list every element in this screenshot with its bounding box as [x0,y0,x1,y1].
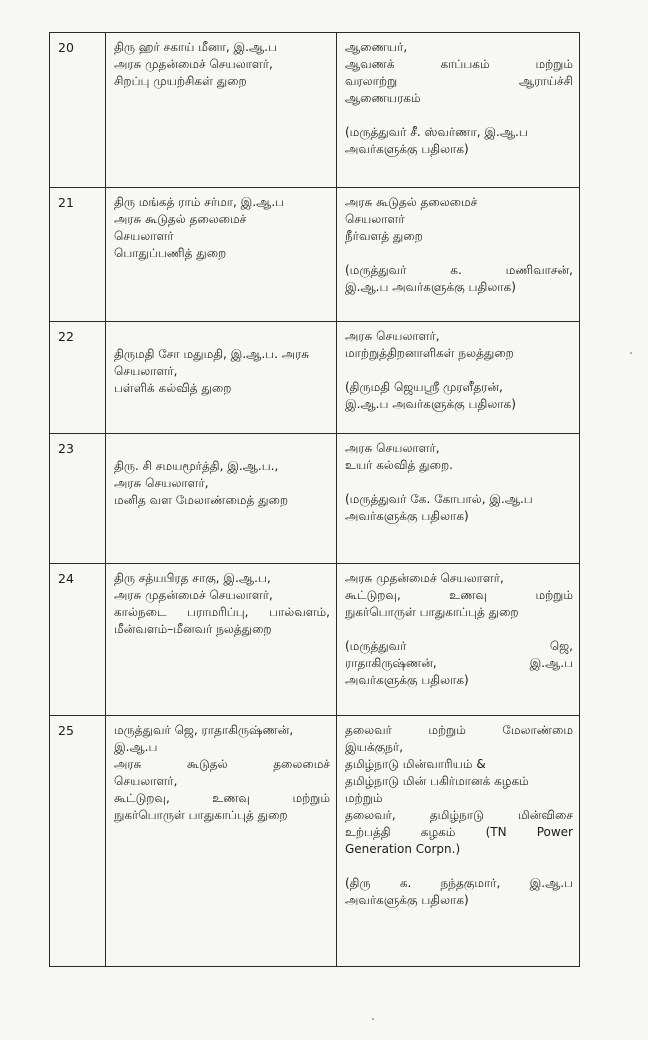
posting-line: அரசு செயலாளர், [345,329,440,343]
officer-line: சிறப்பு முயற்சிகள் துறை [114,74,247,88]
replacement-note: (மருத்துவர் க. மணிவாசன், [345,263,573,277]
officer-cell [106,188,337,322]
officer-line: அரசு கூடுதல் தலைமைச் [114,757,330,771]
officer-cell [106,33,337,188]
officer-line: செயலாளர் [114,229,174,243]
posting-line: அரசு முதன்மைச் செயலாளர், [345,571,504,585]
officer-line: கூட்டுறவு, உணவு மற்றும் [114,791,330,805]
new-posting-cell [337,716,580,967]
replacement-note: (மருத்துவர் சீ. ஸ்வர்ணா, இ.ஆ.ப [345,125,528,139]
serial-number-cell: 20 [50,33,106,188]
new-posting-cell [337,322,580,434]
officer-line: அரசு செயலாளர், [114,476,209,490]
replacement-note: அவர்களுக்கு பதிலாக) [345,893,469,907]
serial-number-cell: 24 [50,564,106,716]
posting-line: Generation Corpn.) [345,842,461,856]
replacement-note: (மருத்துவர் கே. கோபால், இ.ஆ.ப [345,492,533,506]
posting-line: அரசு கூடுதல் தலைமைச் [345,195,478,209]
new-posting-cell [337,188,580,322]
posting-line: இயக்குநர், [345,740,404,754]
table-row [50,564,580,716]
officer-cell [106,322,337,434]
serial-number-cell: 22 [50,322,106,434]
transfer-orders-table [49,32,580,967]
posting-line: தலைவர், தமிழ்நாடு மின்விசை [345,808,573,822]
officer-cell [106,564,337,716]
replacement-note: (திரு க. நந்தகுமார், இ.ஆ.ப [345,876,573,890]
posting-line: கூட்டுறவு, உணவு மற்றும் [345,588,573,602]
officer-line: அரசு கூடுதல் தலைமைச் [114,212,247,226]
replacement-note: இ.ஆ.ப அவர்களுக்கு பதிலாக) [345,397,516,411]
new-posting-cell [337,434,580,564]
officer-line: அரசு முதன்மைச் செயலாளர், [114,57,273,71]
officer-line: மீன்வளம்–மீனவர் நலத்துறை [114,622,272,636]
posting-line: உற்பத்தி கழகம் (TN Power [345,825,573,839]
posting-line: தமிழ்நாடு மின் பகிர்மானக் கழகம் [345,774,529,788]
replacement-note: அவர்களுக்கு பதிலாக) [345,673,469,687]
officer-line: திரு சத்யபிரத சாகு, இ.ஆ.ப, [114,571,271,585]
officer-line: திரு மங்கத் ராம் சர்மா, இ.ஆ.ப [114,195,285,209]
officer-line: கால்நடை பராமரிப்பு, பால்வளம், [114,605,330,619]
replacement-note: ராதாகிருஷ்ணன், இ.ஆ.ப [345,656,573,670]
officer-line: திருமதி சோ மதுமதி, இ.ஆ.ப. அரசு [114,347,310,361]
posting-line: ஆணையரகம் [345,91,421,105]
table-row [50,188,580,322]
officer-cell [106,716,337,967]
replacement-note: அவர்களுக்கு பதிலாக) [345,142,469,156]
posting-line: வரலாற்று ஆராய்ச்சி [345,74,573,88]
posting-line: தமிழ்நாடு மின்வாரியம் & [345,757,486,771]
serial-number-cell: 21 [50,188,106,322]
posting-line: உயர் கல்வித் துறை. [345,458,453,472]
officer-line: திரு. சி சமயமூர்த்தி, இ.ஆ.ப., [114,459,279,473]
serial-number-cell: 23 [50,434,106,564]
table-row [50,322,580,434]
posting-line: ஆவணக் காப்பகம் மற்றும் [345,57,573,71]
officer-line: பள்ளிக் கல்வித் துறை [114,381,232,395]
officer-line: அரசு முதன்மைச் செயலாளர், [114,588,273,602]
posting-line: நுகர்பொருள் பாதுகாப்புத் துறை [345,605,519,619]
posting-line: மற்றும் [345,791,383,805]
officer-cell [106,434,337,564]
table-row [50,716,580,967]
replacement-note: (திருமதி ஜெயஸ்ரீ முரளீதரன், [345,380,503,394]
posting-line: அரசு செயலாளர், [345,441,440,455]
scan-speck [630,352,632,354]
officer-line: திரு ஹர் சகாய் மீனா, இ.ஆ.ப [114,40,277,54]
posting-line: மாற்றுத்திறனாளிகள் நலத்துறை [345,346,514,360]
officer-line: நுகர்பொருள் பாதுகாப்புத் துறை [114,808,288,822]
new-posting-cell [337,564,580,716]
posting-line: செயலாளர் [345,212,405,226]
officer-line: மனித வள மேலாண்மைத் துறை [114,493,289,507]
table-row [50,434,580,564]
officer-line: பொதுப்பணித் துறை [114,246,227,260]
replacement-note: இ.ஆ.ப அவர்களுக்கு பதிலாக) [345,280,516,294]
posting-line: நீர்வளத் துறை [345,229,423,243]
replacement-note: அவர்களுக்கு பதிலாக) [345,509,469,523]
officer-line: மருத்துவர் ஜெ, ராதாகிருஷ்ணன், [114,723,294,737]
posting-line: தலைவர் மற்றும் மேலாண்மை [345,723,573,737]
officer-line: செயலாளர், [114,774,178,788]
new-posting-cell [337,33,580,188]
posting-line: ஆணையர், [345,40,408,54]
serial-number-cell: 25 [50,716,106,967]
replacement-note: (மருத்துவர் ஜெ, [345,639,573,653]
scan-speck [372,1018,374,1020]
table-row [50,33,580,188]
officer-line: இ.ஆ.ப [114,740,158,754]
officer-line: செயலாளர், [114,364,178,378]
